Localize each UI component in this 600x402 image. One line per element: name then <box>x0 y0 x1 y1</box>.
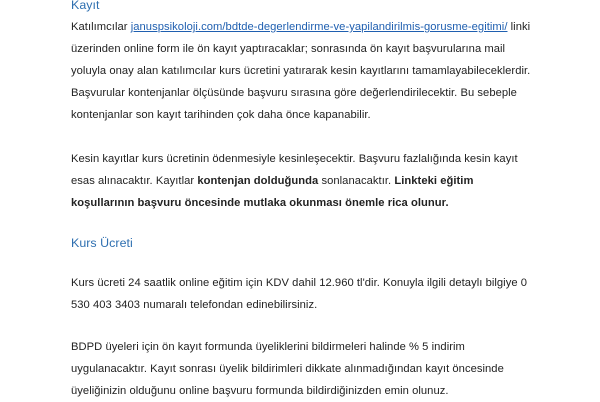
section-heading-kayit: Kayıt <box>71 0 100 12</box>
conditions-emphasis: Linkteki eğitim koşullarının başvuru öncesinde mutlaka okunması önemle rica olunur. <box>71 175 474 209</box>
spacer <box>71 126 531 148</box>
fee-paragraph: Kurs ücreti 24 saatlik online eğitim için KDV dahil 12.960 tl'dir. Konuyla ilgili detaylı bilgiye 0 530 403 3403 numaralı telefondan edinebilirsiniz. <box>71 277 528 311</box>
section-heading-fee: Kurs Ücreti <box>71 236 133 250</box>
registration-text-rest: linki üzerinden online form ile ön kayıt yaptıracaklar; sonrasında ön kayıt başvurularına mail yoluyla onay alan katılımcılar kurs ücretini yatırarak kesin kayıtlarını tamamlayabileceklerdir. Başvurular kontenjanlar ölçüsünde başvuru sırasına göre değerlendirilecektir. Bu sebeple kontenjanlar son kayıt tarihinden çok daha önce kapanabilir. <box>71 21 531 121</box>
member-discount-paragraph: BDPD üyeleri için ön kayıt formunda üyeliklerini bildirmeleri halinde % 5 indirim uygulanacaktır. Kayıt sonrası üyelik bildirimleri dikkate alınmadığından kayıt öncesinde üyeliğinizin olduğunu online başvuru formunda bildirdiğinizden emin olunuz. <box>71 341 504 397</box>
document-body <box>71 0 531 402</box>
spacer <box>71 214 531 232</box>
quota-emphasis: kontenjan dolduğunda <box>197 175 319 187</box>
registration-paragraph <box>71 16 531 126</box>
spacer <box>71 254 531 272</box>
final-registration-paragraph <box>71 148 531 214</box>
spacer <box>71 316 531 336</box>
final-registration-text-1: Kesin kayıtlar kurs ücretinin ödenmesiyle kesinleşecektir. Başvuru fazlalığında kesin kayıt esas alınacaktır. Kayıtlar <box>71 153 518 187</box>
registration-text-lead: Katılımcılar <box>71 21 131 33</box>
final-registration-text-2: sonlanacaktır. <box>318 175 395 187</box>
registration-link[interactable]: januspsikoloji.com/bdtde-degerlendirme-ve-yapilandirilmis-gorusme-egitimi/ <box>130 21 508 33</box>
